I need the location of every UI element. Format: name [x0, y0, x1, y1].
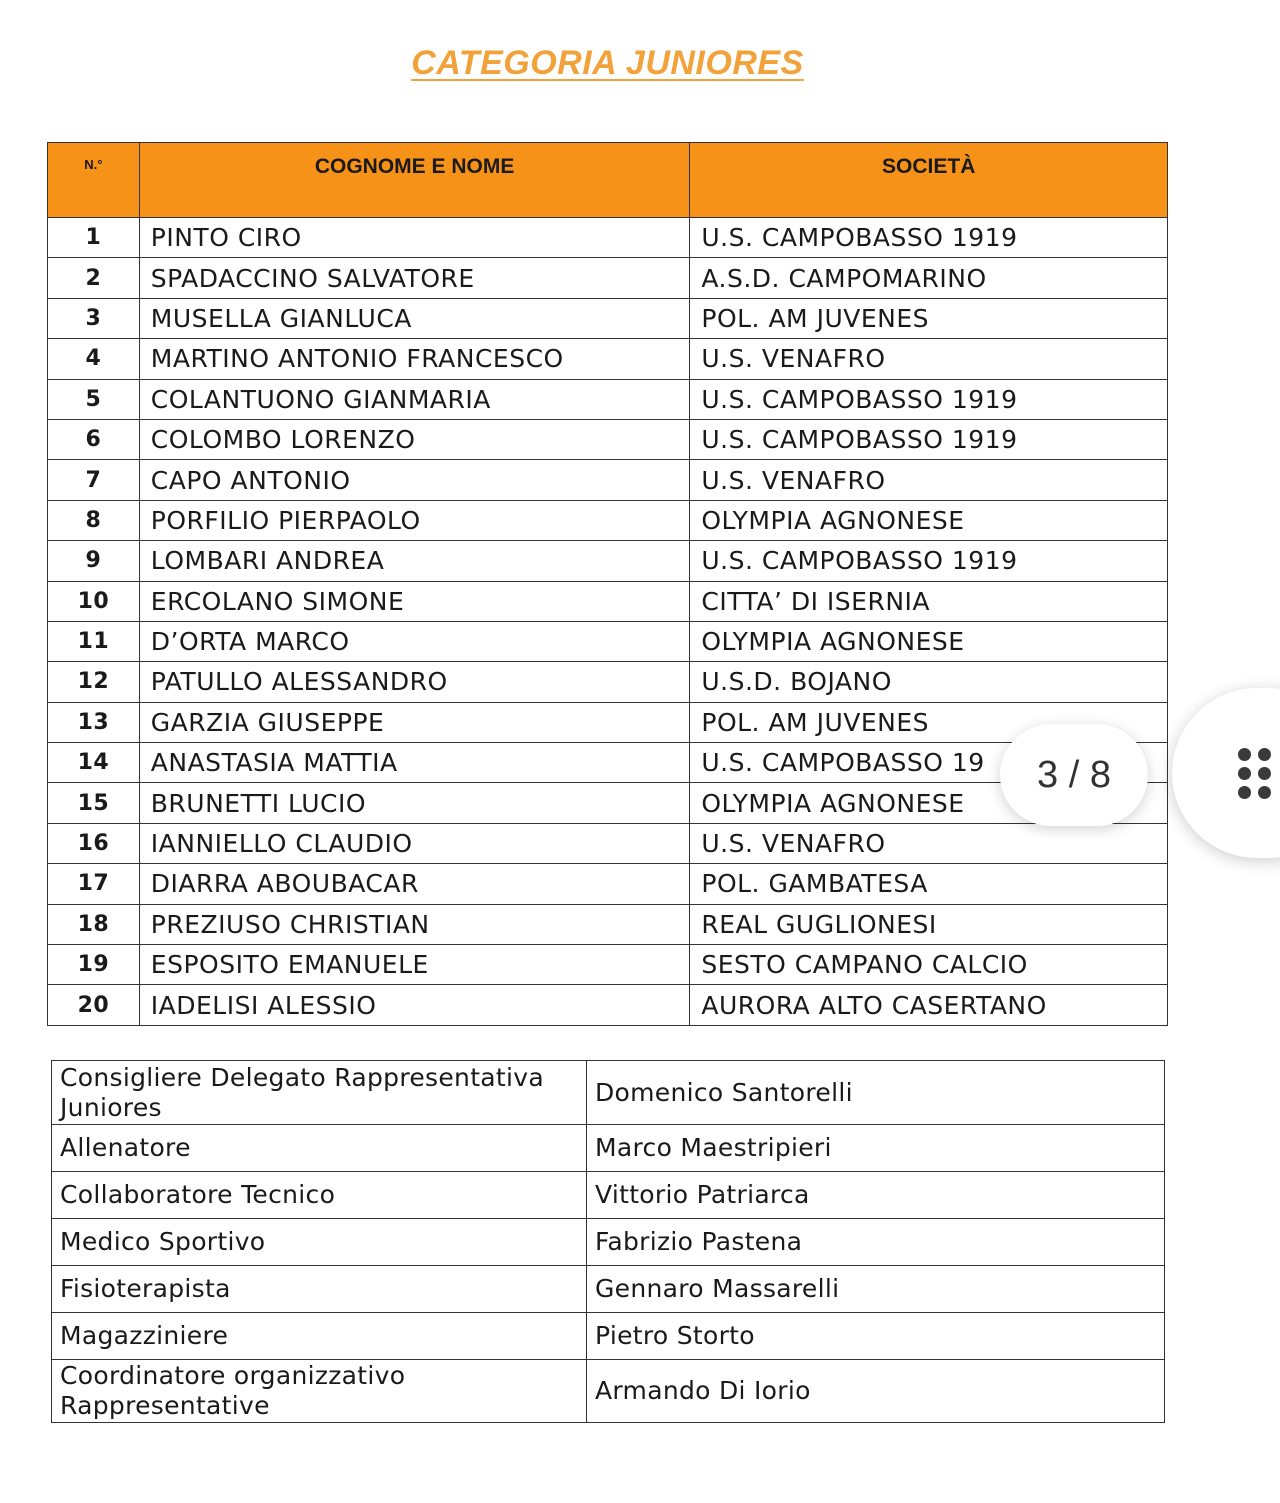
player-name: MUSELLA GIANLUCA — [139, 298, 690, 338]
table-row — [48, 419, 1168, 459]
row-number: 7 — [48, 460, 140, 500]
player-name: GARZIA GIUSEPPE — [139, 702, 690, 742]
table-row — [48, 298, 1168, 338]
player-club: OLYMPIA AGNONESE — [690, 783, 1168, 823]
roster-header-row — [48, 143, 1168, 218]
staff-person: Domenico Santorelli — [587, 1061, 1165, 1125]
player-club: U.S. CAMPOBASSO 1919 — [690, 379, 1168, 419]
table-row — [48, 823, 1168, 863]
player-name: LOMBARI ANDREA — [139, 541, 690, 581]
staff-role: Coordinatore organizzativo Rappresentative — [52, 1360, 587, 1423]
header-club: SOCIETÀ — [690, 143, 1168, 218]
page-title: CATEGORIA JUNIORES — [411, 44, 804, 82]
player-name: ANASTASIA MATTIA — [139, 743, 690, 783]
player-name: IANNIELLO CLAUDIO — [139, 823, 690, 863]
row-number: 8 — [48, 500, 140, 540]
player-club: U.S.D. BOJANO — [690, 662, 1168, 702]
player-name: CAPO ANTONIO — [139, 460, 690, 500]
staff-row — [52, 1219, 1165, 1266]
staff-role: Fisioterapista — [52, 1266, 587, 1313]
table-row — [48, 339, 1168, 379]
table-row — [48, 662, 1168, 702]
player-club: U.S. CAMPOBASSO 19 — [690, 743, 1168, 783]
row-number: 4 — [48, 339, 140, 379]
row-number: 16 — [48, 823, 140, 863]
table-row — [48, 500, 1168, 540]
row-number: 6 — [48, 419, 140, 459]
player-club: AURORA ALTO CASERTANO — [690, 985, 1168, 1025]
player-name: D’ORTA MARCO — [139, 621, 690, 661]
player-club: SESTO CAMPANO CALCIO — [690, 945, 1168, 985]
table-row — [48, 985, 1168, 1025]
staff-person: Fabrizio Pastena — [587, 1219, 1165, 1266]
player-club: POL. AM JUVENES — [690, 298, 1168, 338]
table-row — [48, 541, 1168, 581]
row-number: 20 — [48, 985, 140, 1025]
table-row — [48, 460, 1168, 500]
player-name: BRUNETTI LUCIO — [139, 783, 690, 823]
row-number: 14 — [48, 743, 140, 783]
staff-person: Pietro Storto — [587, 1313, 1165, 1360]
row-number: 10 — [48, 581, 140, 621]
player-club: U.S. CAMPOBASSO 1919 — [690, 541, 1168, 581]
table-row — [48, 379, 1168, 419]
row-number: 1 — [48, 218, 140, 258]
staff-row — [52, 1313, 1165, 1360]
player-name: IADELISI ALESSIO — [139, 985, 690, 1025]
row-number: 12 — [48, 662, 140, 702]
staff-table — [51, 1060, 1165, 1423]
staff-person: Marco Maestripieri — [587, 1125, 1165, 1172]
header-name: COGNOME E NOME — [139, 143, 690, 218]
row-number: 11 — [48, 621, 140, 661]
player-club: POL. AM JUVENES — [690, 702, 1168, 742]
player-club: OLYMPIA AGNONESE — [690, 500, 1168, 540]
player-name: DIARRA ABOUBACAR — [139, 864, 690, 904]
row-number: 9 — [48, 541, 140, 581]
player-name: SPADACCINO SALVATORE — [139, 258, 690, 298]
viewer-menu-button[interactable] — [1172, 688, 1280, 858]
row-number: 3 — [48, 298, 140, 338]
table-row — [48, 702, 1168, 742]
staff-row — [52, 1172, 1165, 1219]
staff-role: Collaboratore Tecnico — [52, 1172, 587, 1219]
staff-person: Vittorio Patriarca — [587, 1172, 1165, 1219]
player-name: PORFILIO PIERPAOLO — [139, 500, 690, 540]
row-number: 2 — [48, 258, 140, 298]
roster-table — [47, 142, 1168, 1026]
player-club: POL. GAMBATESA — [690, 864, 1168, 904]
player-club: CITTA’ DI ISERNIA — [690, 581, 1168, 621]
table-row — [48, 783, 1168, 823]
staff-role: Medico Sportivo — [52, 1219, 587, 1266]
player-name: ESPOSITO EMANUELE — [139, 945, 690, 985]
row-number: 5 — [48, 379, 140, 419]
player-name: COLOMBO LORENZO — [139, 419, 690, 459]
staff-role: Consigliere Delegato Rappresentativa Juniores — [52, 1061, 587, 1125]
row-number: 17 — [48, 864, 140, 904]
table-row — [48, 621, 1168, 661]
player-club: U.S. VENAFRO — [690, 339, 1168, 379]
player-name: ERCOLANO SIMONE — [139, 581, 690, 621]
player-club: A.S.D. CAMPOMARINO — [690, 258, 1168, 298]
row-number: 18 — [48, 904, 140, 944]
player-name: MARTINO ANTONIO FRANCESCO — [139, 339, 690, 379]
page-indicator: 3 / 8 — [1000, 724, 1148, 826]
staff-role: Allenatore — [52, 1125, 587, 1172]
table-row — [48, 864, 1168, 904]
table-row — [48, 904, 1168, 944]
table-row — [48, 218, 1168, 258]
player-club: REAL GUGLIONESI — [690, 904, 1168, 944]
player-club: U.S. VENAFRO — [690, 823, 1168, 863]
table-row — [48, 258, 1168, 298]
row-number: 15 — [48, 783, 140, 823]
staff-row — [52, 1061, 1165, 1125]
staff-row — [52, 1266, 1165, 1313]
staff-role: Magazziniere — [52, 1313, 587, 1360]
player-club: U.S. CAMPOBASSO 1919 — [690, 419, 1168, 459]
staff-row — [52, 1360, 1165, 1423]
row-number: 19 — [48, 945, 140, 985]
player-name: PREZIUSO CHRISTIAN — [139, 904, 690, 944]
player-name: COLANTUONO GIANMARIA — [139, 379, 690, 419]
player-name: PINTO CIRO — [139, 218, 690, 258]
grid-dots-icon — [1238, 748, 1272, 799]
staff-row — [52, 1125, 1165, 1172]
header-num: N.° — [48, 143, 140, 218]
staff-person: Gennaro Massarelli — [587, 1266, 1165, 1313]
table-row — [48, 945, 1168, 985]
player-club: U.S. CAMPOBASSO 1919 — [690, 218, 1168, 258]
row-number: 13 — [48, 702, 140, 742]
player-club: OLYMPIA AGNONESE — [690, 621, 1168, 661]
staff-person: Armando Di Iorio — [587, 1360, 1165, 1423]
player-club: U.S. VENAFRO — [690, 460, 1168, 500]
player-name: PATULLO ALESSANDRO — [139, 662, 690, 702]
table-row — [48, 581, 1168, 621]
